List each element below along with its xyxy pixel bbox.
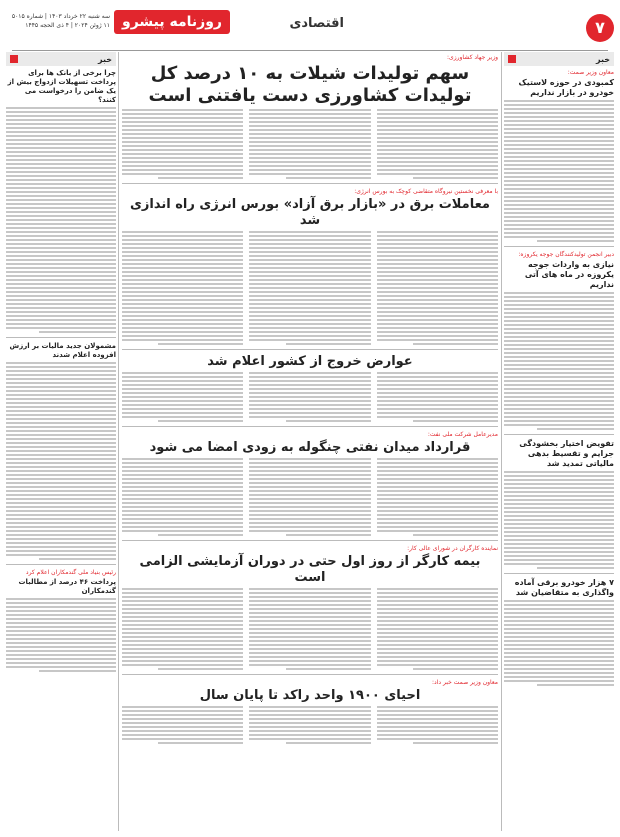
story-headline: چرا برخی از بانک ها برای پرداخت تسهیلات ازدواج بیش از یک ضامن را درخواست می کنند؟ <box>7 69 116 104</box>
newspaper-logo: روزنامه پیشرو <box>114 10 230 34</box>
story-body <box>504 292 614 430</box>
story-separator <box>122 674 498 675</box>
issue-info <box>10 12 110 30</box>
story-body <box>6 598 116 672</box>
lead-kicker: وزیر جهاد کشاورزی: <box>446 54 498 61</box>
page-number: ۷ <box>586 14 614 42</box>
news-tag <box>6 52 116 66</box>
main-column <box>122 52 498 831</box>
story-headline: تفویض اختیار بخشودگی جرایم و تقسیط بدهی مالیاتی تمدید شد <box>519 439 614 468</box>
story-headline: پرداخت ۴۶ درصد از مطالبات گندمکاران <box>18 578 116 595</box>
story-separator <box>122 540 498 541</box>
masthead <box>6 6 614 56</box>
story-headline: بیمه کارگر از روز اول حتی در دوران آزمایشی الزامی است <box>139 554 481 585</box>
story-body <box>504 100 614 242</box>
issue-date-line1: سه شنبه ۲۲ خرداد ۱۴۰۳ | شماره ۵۰۱۵ <box>11 13 110 20</box>
story-separator <box>504 573 614 574</box>
story-separator <box>504 246 614 247</box>
story-columns <box>122 109 498 179</box>
story-separator <box>122 183 498 184</box>
story-body <box>504 471 614 569</box>
story-kicker: مدیرعامل شرکت ملی نفت: <box>427 431 498 438</box>
story-kicker: دبیر انجمن تولیدکنندگان جوجه یکروزه: <box>518 251 614 258</box>
issue-date-line2: ۱۱ ژوئن ۲۰۲۴ | ۴ ذی الحجه ۱۴۴۵ <box>25 22 110 29</box>
story-columns <box>122 458 498 536</box>
story-kicker: معاون وزیر صمت خبر داد: <box>432 679 498 686</box>
story-separator <box>6 337 116 338</box>
story-headline: نیازی به واردات جوجه یکروزه در ماه های آتی نداریم <box>524 260 614 289</box>
story-kicker: نماینده کارگران در شورای عالی کار: <box>407 545 498 552</box>
story-separator <box>122 349 498 350</box>
story-headline: عوارض خروج از کشور اعلام شد <box>207 354 413 369</box>
left-column <box>6 52 116 831</box>
story-separator <box>504 434 614 435</box>
story-headline: احیای ۱۹۰۰ واحد راکد تا پایان سال <box>199 688 421 703</box>
tag-square-icon <box>10 55 18 63</box>
tag-square-icon <box>508 55 516 63</box>
story-separator <box>6 564 116 565</box>
section-title: اقتصادی <box>289 16 344 31</box>
news-tag <box>504 52 614 66</box>
story-headline: مشمولان جدید مالیات بر ارزش افزوده اعلام شدند <box>9 342 116 359</box>
story-body <box>6 362 116 560</box>
column-divider <box>501 52 502 831</box>
story-columns <box>122 372 498 422</box>
news-tag-label: خبر <box>595 54 610 64</box>
story-kicker: با معرفی نخستین نیروگاه متقاضی کوچک به بورس انرژی: <box>354 188 498 195</box>
story-headline: قرارداد میدان نفتی چنگوله به زودی امضا می شود <box>149 440 471 455</box>
news-tag-label: خبر <box>97 54 112 64</box>
story-separator <box>122 426 498 427</box>
story-headline: کمبودی در حوزه لاستیک خودرو در بازار نداریم <box>518 78 614 97</box>
story-headline: معاملات برق در «بازار برق آزاد» بورس انرژی راه اندازی شد <box>130 197 490 228</box>
story-columns <box>122 706 498 744</box>
column-divider <box>118 52 119 831</box>
story-columns <box>122 231 498 345</box>
story-body <box>6 107 116 333</box>
lead-headline: سهم تولیدات شیلات به ۱۰ درصد کل تولیدات کشاورزی دست یافتنی است <box>148 63 472 106</box>
story-kicker: رئیس بنیاد ملی گندمکاران اعلام کرد <box>25 569 116 576</box>
story-kicker: معاون وزیر صمت: <box>567 69 614 76</box>
right-column <box>504 52 614 831</box>
masthead-rule <box>12 50 608 51</box>
story-body <box>504 600 614 686</box>
story-columns <box>122 588 498 670</box>
story-headline: ۷ هزار خودرو برقی آماده واگذاری به متقاضیان شد <box>514 578 614 597</box>
